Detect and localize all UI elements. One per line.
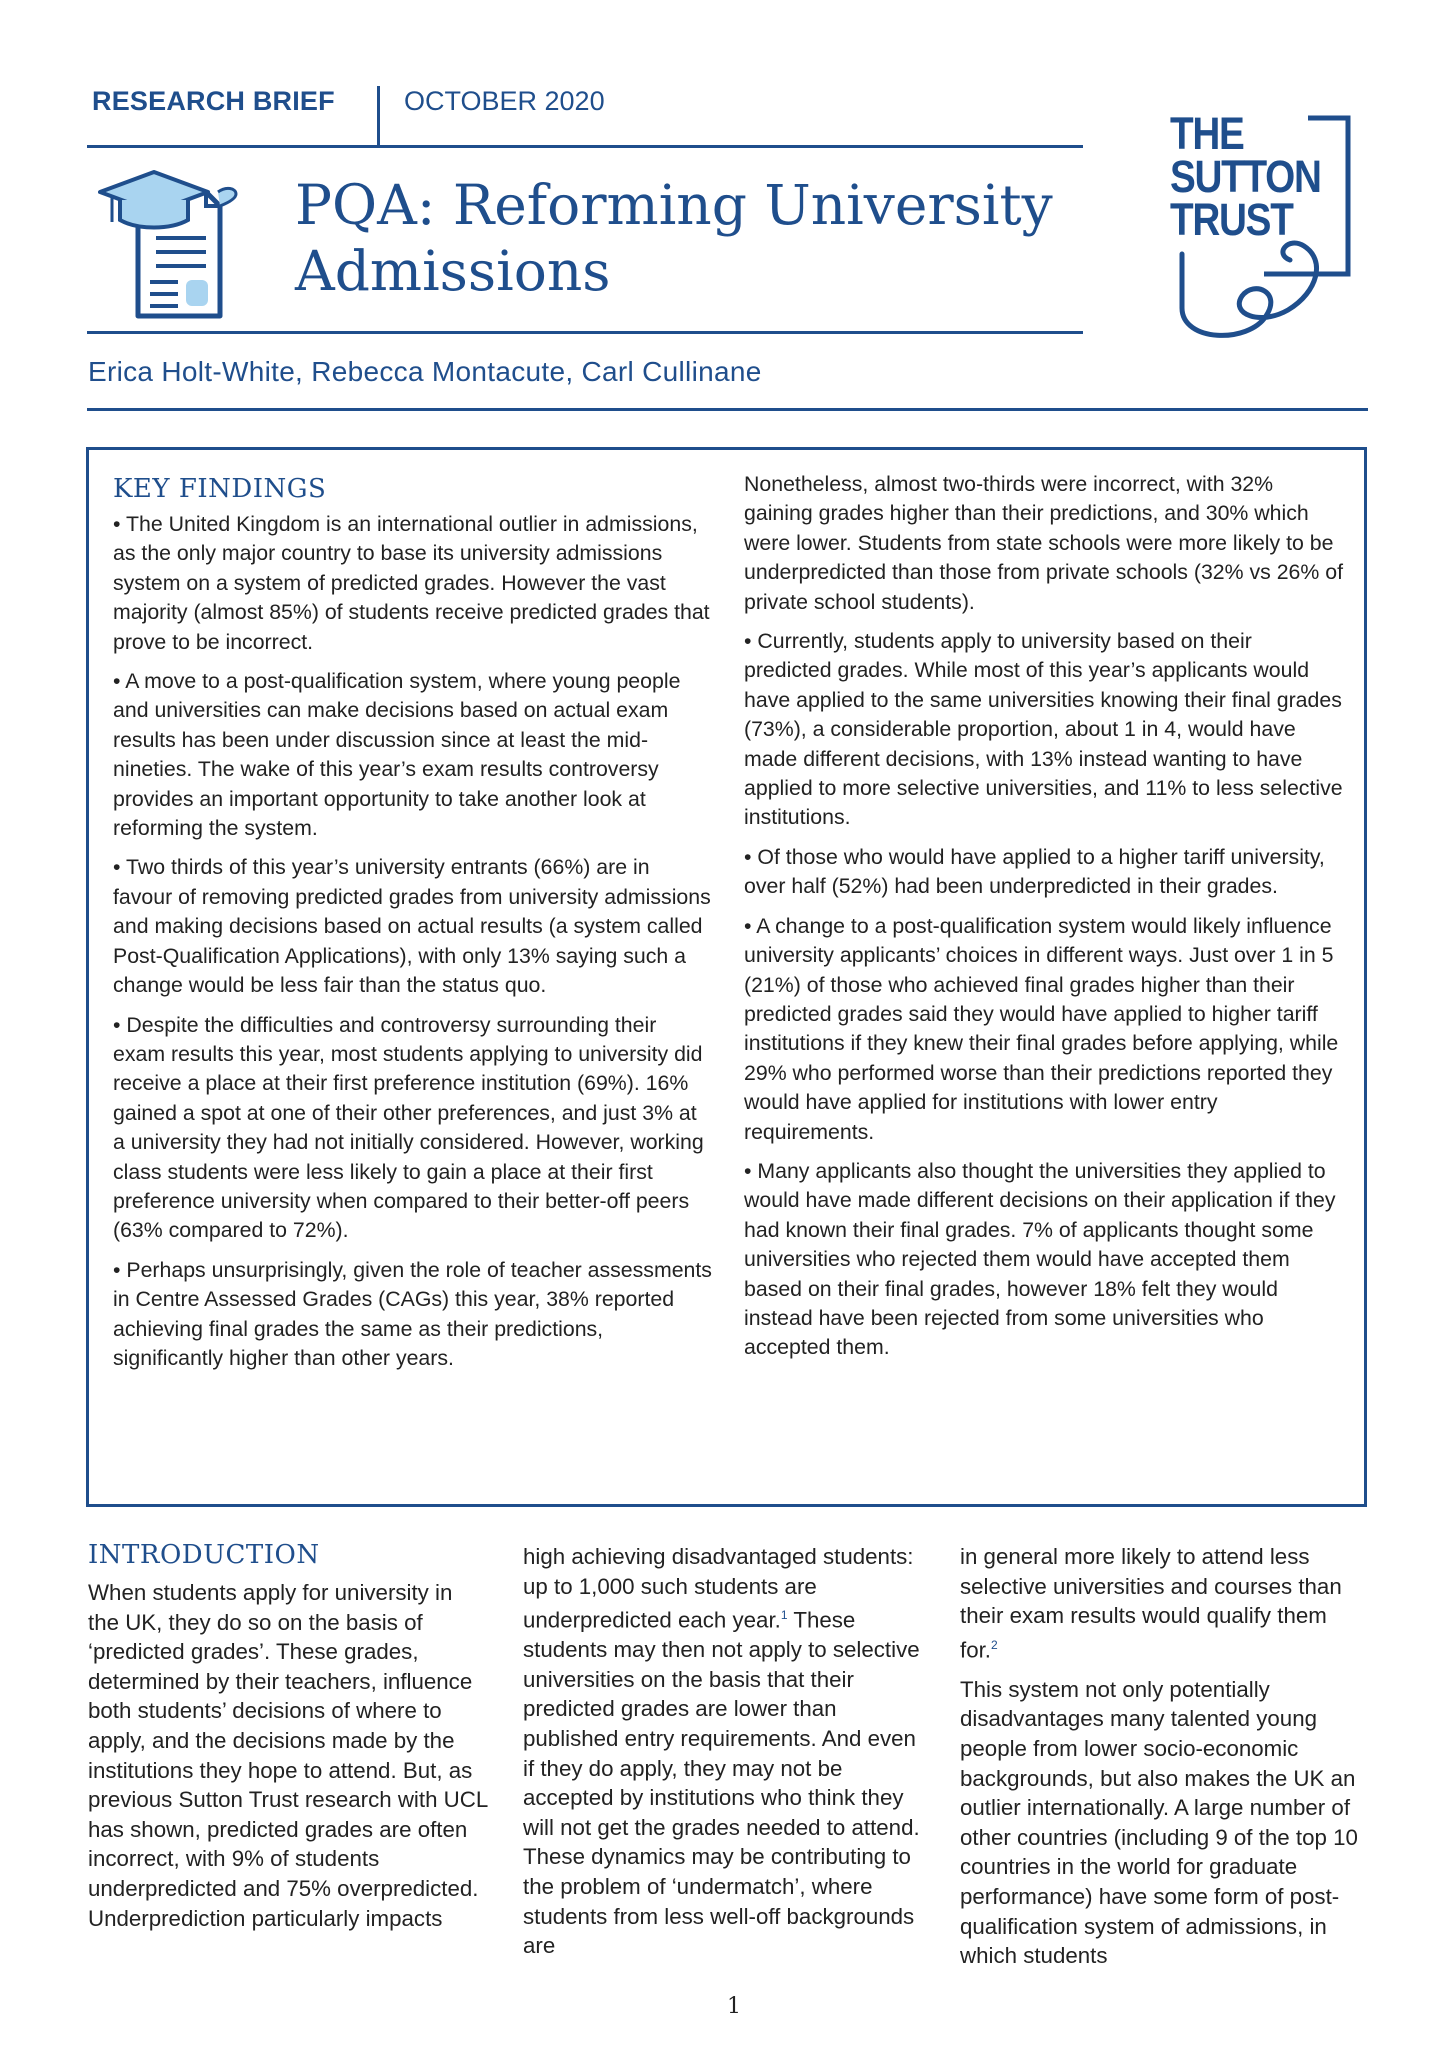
introduction-column-1 <box>88 1540 488 1943</box>
title-line-1: PQA: Reforming University <box>295 173 1053 237</box>
finding-paragraph: • A move to a post-qualification system, where young people and universities can make decisions based on actual exam results has been under discussion since at least the mid-nineties. The wake of this year’s exam results controversy provides an important opportunity to take another look at reforming the system. <box>113 669 681 841</box>
sutton-trust-logo <box>1168 110 1352 345</box>
finding-paragraph: • Many applicants also thought the universities they applied to would have made different decisions on their application if they had known their final grades. 7% of applicants thought some universities who rejected them would have accepted them based on their final grades, however 18% felt they would instead have been rejected from some universities who accepted them. <box>744 1158 1336 1360</box>
publication-date: OCTOBER 2020 <box>404 86 605 116</box>
introduction-heading: INTRODUCTION <box>88 1540 320 1570</box>
finding-paragraph: • Perhaps unsurprisingly, given the role of teacher assessments in Centre Assessed Grades (CAGs) this year, 38% reported achieving final grades the same as their predictions, significantly higher than other years. <box>113 1257 712 1370</box>
finding-paragraph: • Of those who would have applied to a higher tariff university, over half (52%) had been underpredicted in their grades. <box>744 844 1325 899</box>
key-findings-heading: KEY FINDINGS <box>113 474 327 504</box>
authors: Erica Holt-White, Rebecca Montacute, Carl Cullinane <box>88 356 762 387</box>
logo-wordmark: THE SUTTON TRUST <box>1170 108 1321 245</box>
key-findings-left-column <box>113 474 713 1383</box>
finding-paragraph: • The United Kingdom is an international outlier in admissions, as the only major country to base its university admissions system on a system of predicted grades. However the vast majority (almost 85%) of students receive predicted grades that prove to be incorrect. <box>113 512 710 654</box>
intro-paragraph: in general more likely to attend less selective universities and courses than their exam results would qualify them for.$^2$ <box>960 1544 1342 1663</box>
header-rule-bottom <box>87 331 1083 334</box>
finding-paragraph: • Two thirds of this year’s university entrants (66%) are in favour of removing predicted grades from university admissions and making decisions based on actual results (a system called Post-Qualification Applications), with only 13% saying such a change would be less fair than the status quo. <box>113 855 711 998</box>
intro-paragraph: This system not only potentially disadvantages many talented young people from lower socio-economic backgrounds, but also makes the UK an outlier internationally. A large number of other countries (including 9 of the top 10 countries in the world for graduate performance) have some form of post-qualification system of admissions, in which students <box>960 1676 1358 1969</box>
finding-paragraph: • A change to a post-qualification system would likely influence university applicants’ choices in different ways. Just over 1 in 5 (21%) of those who achieved final grades higher than their predicted grades said they would have applied to higher tariff institutions if they knew their final grades before applying, while 29% who performed worse than their predictions reported they would have applied for institutions with lower entry requirements. <box>744 913 1339 1144</box>
intro-paragraph: high achieving disadvantaged students: up to 1,000 such students are underpredicted each year.$^1$ These students may then not apply to selective universities on the basis that their predicted grades are lower than published entry requirements. And even if they do apply, they may not be accepted by institutions who think they will not get the grades needed to attend. These dynamics may be contributing to the problem of ‘undermatch’, where students from less well-off backgrounds are <box>523 1544 920 1959</box>
key-findings-right-column <box>744 470 1344 1373</box>
header-divider <box>377 86 380 146</box>
finding-paragraph: • Currently, students apply to university based on their predicted grades. While most of this year’s applicants would have applied to the same universities knowing their final grades (73%), a considerable proportion, about 1 in 4, would have made different decisions, with 13% instead wanting to have applied to more selective universities, and 11% to less selective institutions. <box>744 629 1343 830</box>
page-title <box>295 172 1095 304</box>
intro-paragraph: When students apply for university in the UK, they do so on the basis of ‘predicted grades’. These grades, determined by their teachers, influence both students’ decisions of where to apply, and the decisions made by the institutions they hope to attend. But, as previous Sutton Trust research with UCL has shown, predicted grades are often incorrect, with 9% of students underpredicted and 75% overpredicted. Underprediction particularly impacts <box>88 1580 488 1931</box>
footnote-ref: 1 <box>780 1608 788 1623</box>
introduction-column-3 <box>960 1542 1360 1981</box>
page-number: 1 <box>727 1994 741 2019</box>
finding-paragraph: Nonetheless, almost two-thirds were incorrect, with 32% gaining grades higher than their predictions, and 30% which were lower. Students from state schools were more likely to be underpredicted than those from private schools (32% vs 26% of private school students). <box>744 472 1344 614</box>
introduction-column-2 <box>523 1542 923 1971</box>
header-rule-top <box>87 145 1083 148</box>
finding-paragraph: • Despite the difficulties and controversy surrounding their exam results this year, most students applying to university did receive a place at their first preference institution (69%). 16% gained a spot at one of their other preferences, and just 3% at a university they had not initially considered. However, working class students were less likely to gain a place at their first preference university when compared to their better-off peers (63% compared to 72%). <box>113 1012 704 1243</box>
title-line-2: Admissions <box>295 239 611 303</box>
footnote-ref: 2 <box>991 1637 998 1652</box>
document-graduation-cap-icon <box>98 158 248 328</box>
authors-rule <box>87 408 1368 411</box>
research-brief-label: RESEARCH BRIEF <box>92 86 335 116</box>
